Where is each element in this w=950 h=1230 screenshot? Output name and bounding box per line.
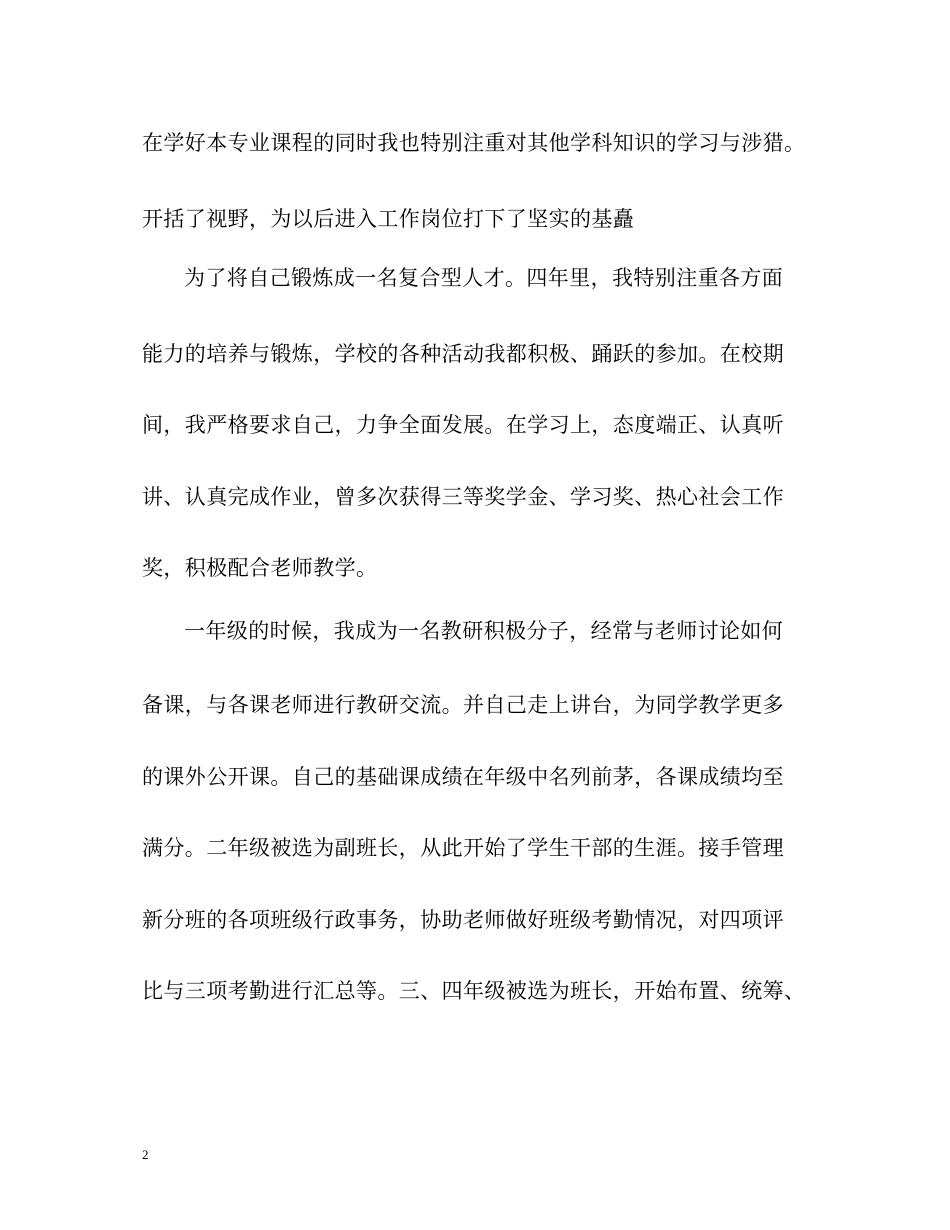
paragraph-first-line: 为了将自己锻炼成一名复合型人才。四年里，我特别注重各方面 <box>184 266 784 290</box>
text-line: 新分班的各项班级行政事务，协助老师做好班级考勤情况，对四项评 <box>142 908 784 932</box>
text-line: 讲、认真完成作业，曾多次获得三等奖学金、学习奖、热心社会工作 <box>142 485 784 509</box>
paragraph-first-line: 一年级的时候，我成为一名教研积极分子，经常与老师讨论如何 <box>184 619 784 643</box>
page-number: 2 <box>142 1147 149 1162</box>
text-line: 备课，与各课老师进行教研交流。并自己走上讲台，为同学教学更多 <box>142 693 784 717</box>
text-line: 间，我严格要求自己，力争全面发展。在学习上，态度端正、认真听 <box>142 413 784 437</box>
text-line: 在学好本专业课程的同时我也特别注重对其他学科知识的学习与涉猎。 <box>142 131 806 155</box>
text-line: 比与三项考勤进行汇总等。三、四年级被选为班长，开始布置、统筹、 <box>142 979 806 1003</box>
text-line: 开括了视野，为以后进入工作岗位打下了坚实的基矗 <box>142 207 635 231</box>
text-line: 的课外公开课。自己的基础课成绩在年级中名列前茅，各课成绩均至 <box>142 765 784 789</box>
text-line: 奖，积极配合老师教学。 <box>142 556 378 580</box>
text-line: 能力的培养与锻炼，学校的各种活动我都积极、踊跃的参加。在校期 <box>142 342 784 366</box>
text-line: 满分。二年级被选为副班长，从此开始了学生干部的生涯。接手管理 <box>142 836 784 860</box>
